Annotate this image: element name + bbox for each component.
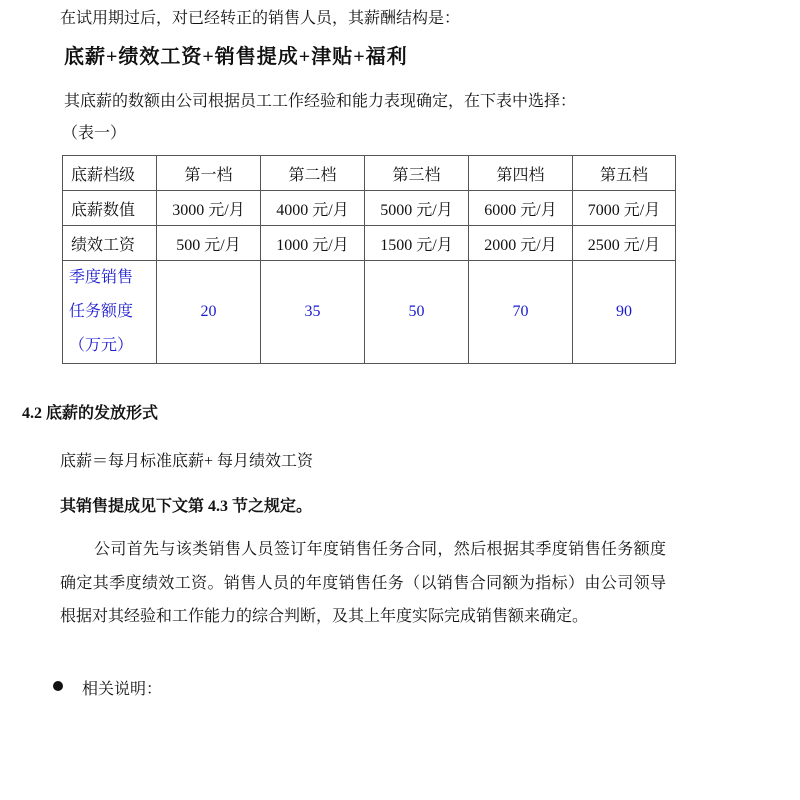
table-caption: （表一） [62,125,127,142]
table-cell: 绩效工资 [63,226,157,261]
table-cell: 50 [365,261,469,364]
table-cell: 底薪数值 [63,191,157,226]
table-row [63,191,676,226]
table-cell: 6000 元/月 [469,191,573,226]
quota-label-cell [63,261,157,364]
bullet-item: 相关说明： [82,681,163,698]
table-header-cell: 第二档 [261,156,365,191]
table-cell: 7000 元/月 [573,191,676,226]
table-header-cell: 底薪档级 [63,156,157,191]
table-cell: 1000 元/月 [261,226,365,261]
table-cell: 90 [573,261,676,364]
table-cell: 20 [157,261,261,364]
table-cell: 35 [261,261,365,364]
salary-structure-formula: 底薪+绩效工资+销售提成+津贴+福利 [64,46,408,68]
table-cell: 4000 元/月 [261,191,365,226]
table-cell: 2500 元/月 [573,226,676,261]
bullet-icon [53,681,63,691]
table-header-row [63,156,676,191]
table-header-cell: 第五档 [573,156,676,191]
quota-label-line: 任务额度 [69,303,134,320]
commission-note: 其销售提成见下文第 4.3 节之规定。 [60,498,313,515]
table-cell: 3000 元/月 [157,191,261,226]
table-row [63,226,676,261]
base-salary-note: 其底薪的数额由公司根据员工工作经验和能力表现确定，在下表中选择： [64,93,577,110]
table-cell: 2000 元/月 [469,226,573,261]
quota-label-line: （万元） [69,337,134,354]
table-header-cell: 第一档 [157,156,261,191]
table-cell: 1500 元/月 [365,226,469,261]
section-title: 4.2 底薪的发放形式 [22,405,159,422]
salary-table [62,155,676,364]
intro-text: 在试用期过后，对已经转正的销售人员，其薪酬结构是： [60,10,461,27]
body-paragraph: 公司首先与该类销售人员签订年度销售任务合同，然后根据其季度销售任务额度确定其季度绩效工资。销售人员的年度销售任务（以销售合同额为指标）由公司领导根据对其经验和工作能力的综合判断，及其上年度实际完成销售额来确定。 [60,541,666,625]
table-cell: 5000 元/月 [365,191,469,226]
salary-formula: 底薪＝每月标准底薪+ 每月绩效工资 [60,453,314,470]
table-cell: 70 [469,261,573,364]
table-header-cell: 第三档 [365,156,469,191]
table-cell: 500 元/月 [157,226,261,261]
quota-label-line: 季度销售 [69,269,134,286]
table-header-cell: 第四档 [469,156,573,191]
table-row-quota [63,261,676,364]
